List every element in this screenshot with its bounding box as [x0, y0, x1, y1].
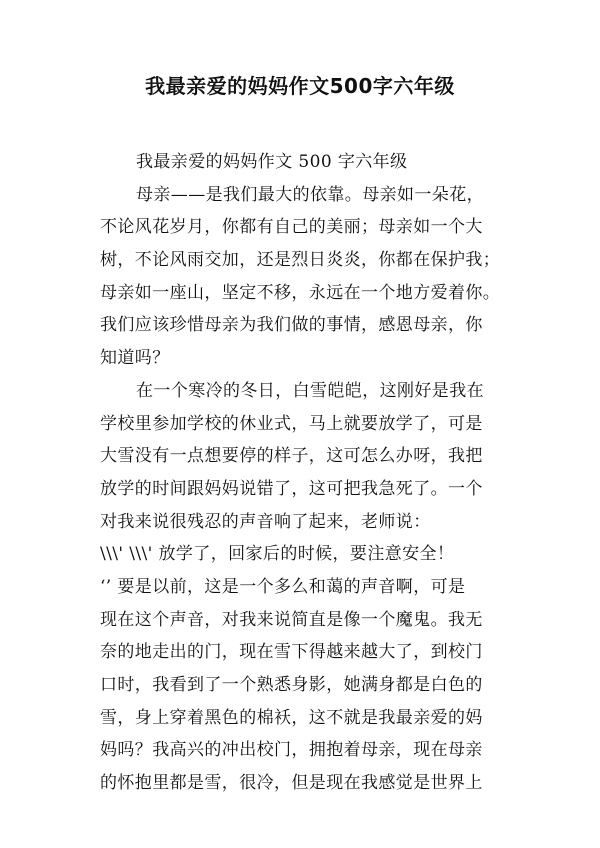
body-line: 大雪没有一点想要停的样子，这可怎么办呀，我把 — [100, 446, 483, 467]
document-body — [100, 146, 512, 800]
body-line: 母亲如一座山，坚定不移，永远在一个地方爱着你。 — [100, 282, 501, 303]
body-line: 我们应该珍惜母亲为我们做的事情，感恩母亲，你 — [100, 315, 483, 336]
body-line: 口时，我看到了一个熟悉身影，她满身都是白色的 — [100, 675, 483, 695]
body-line: 对我来说很残忍的声音响了起来，老师说： — [100, 511, 431, 532]
body-line: 不论风花岁月，你都有自己的美丽；母亲如一个大 — [100, 217, 483, 238]
body-line: 学校里参加学校的休业式，马上就要放学了，可是 — [100, 413, 483, 434]
body-line: 雪，身上穿着黑色的棉袄，这不就是我最亲爱的妈 — [100, 707, 483, 728]
body-line: 知道吗？ — [100, 348, 170, 369]
body-line: 我最亲爱的妈妈作文 500 字六年级 — [136, 152, 408, 172]
body-line: 放学的时间跟妈妈说错了，这可把我急死了。一个 — [100, 478, 483, 499]
body-line: 妈吗？我高兴的冲出校门，拥抱着母亲，现在母亲 — [100, 740, 483, 761]
body-line: 现在这个声音，对我来说简直是像一个魔鬼。我无 — [100, 609, 483, 630]
body-line: ‘’ 要是以前，这是一个多么和蔼的声音啊，可是 — [100, 576, 466, 597]
document-title: 我最亲爱的妈妈作文500字六年级 — [145, 74, 455, 98]
body-line: 奈的地走出的门，现在雪下得越来越大了，到校门 — [100, 642, 483, 663]
body-line: \\\' \\\' 放学了，回家后的时候，要注意安全！ — [100, 544, 455, 565]
body-line: 的怀抱里都是雪，很冷，但是现在我感觉是世界上 — [100, 773, 483, 794]
body-line: 在一个寒冷的冬日，白雪皑皑，这刚好是我在 — [136, 380, 484, 401]
body-line: 母亲——是我们最大的依靠。母亲如一朵花， — [136, 184, 484, 205]
body-line: 树，不论风雨交加，还是烈日炎炎，你都在保护我； — [100, 250, 501, 271]
